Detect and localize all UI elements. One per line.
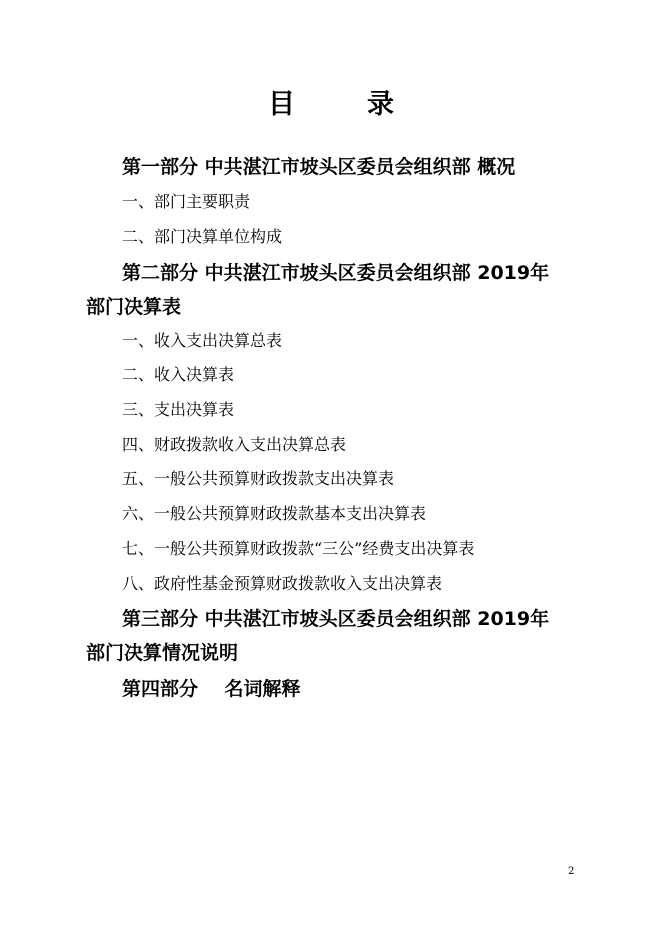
part-2-heading-line-2: 部门决算表: [86, 296, 182, 318]
part-2-item-5: 五、一般公共预算财政拨款支出决算表: [122, 469, 395, 488]
part-2-item-3: 三、支出决算表: [122, 400, 235, 419]
part-2-item-2: 二、收入决算表: [122, 365, 235, 384]
toc-title: [0, 82, 662, 121]
page-number: 2: [568, 866, 575, 877]
toc-title-char-1: 目: [268, 89, 295, 120]
toc-title-char-2: 录: [367, 89, 394, 120]
part-4-heading: 第四部分 名词解释: [122, 678, 301, 700]
part-3-heading-line-1: 第三部分 中共湛江市坡头区委员会组织部 2019年: [122, 608, 550, 630]
part-2-item-1: 一、收入支出决算总表: [122, 331, 283, 350]
part-1-item-2: 二、部门决算单位构成: [122, 227, 283, 246]
part-2-item-8: 八、政府性基金预算财政拨款收入支出决算表: [122, 574, 443, 593]
part-1-item-1: 一、部门主要职责: [122, 192, 251, 211]
part-2-heading-line-1: 第二部分 中共湛江市坡头区委员会组织部 2019年: [122, 262, 550, 284]
part-2-item-4: 四、财政拨款收入支出决算总表: [122, 435, 347, 454]
part-3-heading-line-2: 部门决算情况说明: [86, 642, 239, 664]
part-2-item-6: 六、一般公共预算财政拨款基本支出决算表: [122, 504, 427, 523]
part-1-heading: 第一部分 中共湛江市坡头区委员会组织部 概况: [122, 156, 516, 178]
part-2-item-7: 七、一般公共预算财政拨款“三公”经费支出决算表: [122, 539, 475, 558]
